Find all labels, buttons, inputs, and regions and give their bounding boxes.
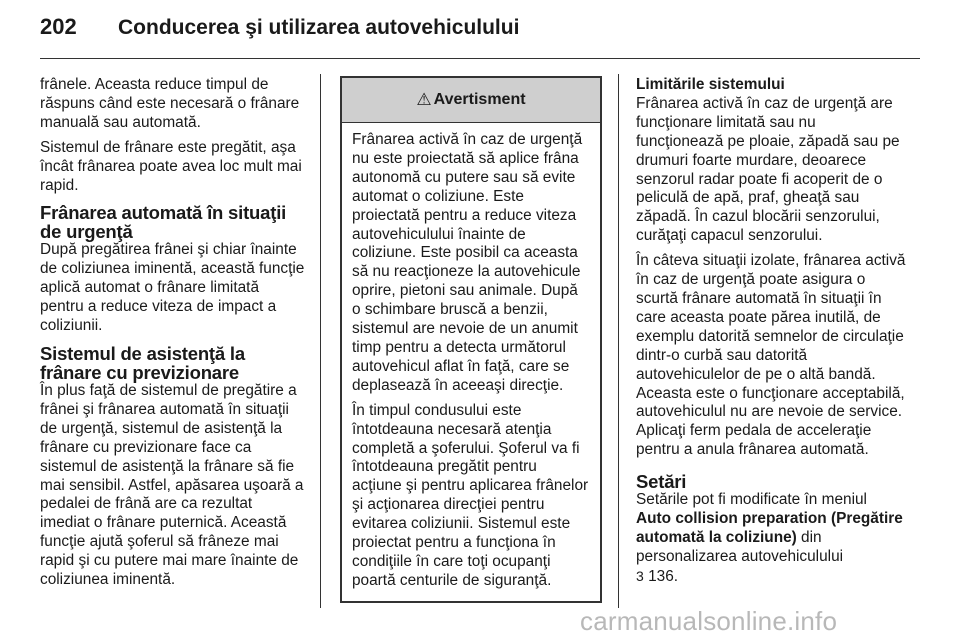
section-heading-emergency-braking: Frânarea automată în situaţii de urgenţă — [40, 202, 287, 243]
menu-name: Auto collision preparation (Pregătire automată la coliziune) — [636, 510, 903, 546]
header-rule — [40, 58, 920, 59]
watermark: carmanualsonline.info — [580, 606, 838, 636]
page-number: 202 — [40, 14, 77, 39]
paragraph: Frânarea activă în caz de urgenţă nu este proiectată să aplice frâna autonomă cu putere sau să evite automat o coliziune. Este proiectată pentru a reduce viteza autovehiculului înainte de coliziune. Este posibil ca aceasta să nu reacţioneze la autovehicule oprire, pietoni sau animale. După o schimbare bruscă a benzii, sistemul are nevoie de un anumit timp pentru a detecta următorul autovehicul aflat în faţă, care se deplasează în aceeaşi direcţie. — [352, 131, 583, 394]
page-header — [40, 14, 920, 46]
paragraph: Frânarea activă în caz de urgenţă are funcţionare limitată sau nu funcţionează pe ploaie, zăpadă sau pe drumuri foarte murdare, deoarece senzorul radar poate fi acoperit de o peliculă de apă, praf, gheaţă sau zăpadă. În cazul blocării senzorului, curăţaţi capacul senzorului. — [636, 94, 900, 245]
paragraph: În plus faţă de sistemul de pregătire a frânei şi frânarea automată în situaţii de urgenţă, sistemul de asistenţă la frânare cu previzionare face ca sistemul de asistenţă la frânare să fie mai sensibil. Astfel, apăsarea uşoară a pedalei de frână are ca rezultat imediat o frânare puternică. Această funcţie ajută şoferul să frâneze mai rapid şi cu putere mai mare înainte de coliziunea iminentă. — [40, 381, 304, 589]
paragraph: Sistemul de frânare este pregătit, aşa încât frânarea poate avea loc mult mai rapid. — [40, 138, 302, 194]
paragraph: În câteva situaţii izolate, frânarea activă în caz de urgenţă poate asigura o scurtă frânare automată în situaţii în care aceasta poate părea inutilă, de exemplu datorită semnelor de circulaţie dintr-o curbă sau datorită autovehiculelor de pe o altă bandă. Aceasta este o funcţionare acceptabilă, autovehiculul nu are nevoie de service. Aplicaţi ferm pedala de acceleraţie pentru a anula frânarea automată. — [636, 252, 906, 459]
paragraph: După pregătirea frânei şi chiar înainte de coliziunea iminentă, această funcţie aplică automat o frânare limitată pentru a reduce viteza de impact a coliziunii. — [40, 241, 305, 335]
warning-box — [340, 76, 602, 603]
warning-header — [342, 78, 600, 123]
warning-triangle-icon: ⚠ — [416, 89, 432, 109]
subheading-system-limits: Limitările sistemului — [636, 76, 785, 93]
column-right — [636, 76, 906, 593]
column-divider-right — [618, 74, 619, 608]
page-reference-icon: 3 — [636, 567, 644, 584]
section-heading-settings: Setări — [636, 471, 687, 493]
column-divider-left — [320, 74, 321, 608]
warning-title: Avertisment — [433, 90, 526, 108]
page-reference: 136. — [648, 567, 679, 585]
warning-body — [342, 123, 600, 601]
paragraph-settings: Setările pot fi modificate în meniul Auto collision preparation (Pregătire automată la coliziune) din personalizarea autovehiculului 3 136. — [636, 491, 903, 585]
paragraph: În timpul condusului este întotdeauna necesară atenţia completă a şoferului. Şoferul va fi întotdeauna pregătit pentru acţiune şi pentru aplicarea frânelor şi acţionarea direcţiei pentru evitarea coliziunii. Sistemul este proiectat pentru a funcţiona în condiţiile în care toţi ocupanţi poartă centurile de siguranţă. — [352, 401, 589, 589]
section-heading-brake-assist: Sistemul de asistenţă la frânare cu previzionare — [40, 342, 245, 383]
paragraph: frânele. Aceasta reduce timpul de răspuns când este necesară o frânare manuală sau automată. — [40, 76, 300, 131]
page-title: Conducerea şi utilizarea autovehiculului — [118, 16, 520, 39]
column-left — [40, 76, 306, 596]
column-middle — [340, 76, 602, 603]
